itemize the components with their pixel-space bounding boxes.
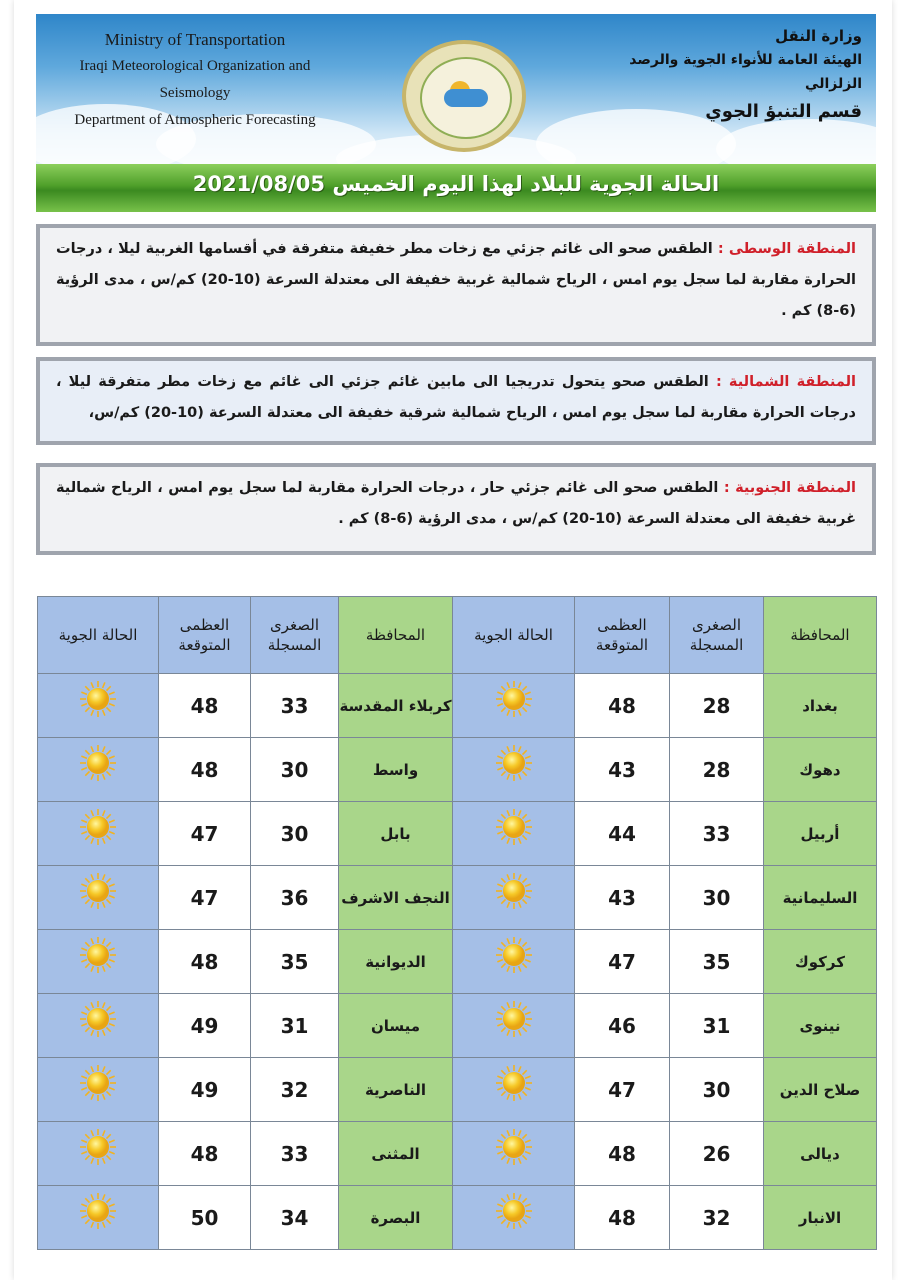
sun-icon [78,743,118,783]
max-temp-cell: 44 [575,802,670,866]
table-row [38,1058,877,1122]
table-row [38,994,877,1058]
weather-cell [38,930,159,994]
sun-icon [78,871,118,911]
max-temp-cell: 47 [159,866,251,930]
province-cell: السليمانية [764,866,877,930]
title-bar [36,164,876,212]
sun-icon [78,679,118,719]
max-temp-cell: 48 [159,674,251,738]
sun-icon [494,1127,534,1167]
province-cell: واسط [339,738,453,802]
weather-cell [453,866,575,930]
weather-cell [453,930,575,994]
province-cell: كركوك [764,930,877,994]
max-temp-cell: 47 [159,802,251,866]
sun-icon [494,807,534,847]
sun-icon [494,743,534,783]
province-cell: دهوك [764,738,877,802]
table-row [38,1122,877,1186]
sun-icon [78,807,118,847]
header-banner [36,14,876,164]
organization-logo [402,40,526,152]
table-row [38,866,877,930]
max-temp-cell: 48 [575,1122,670,1186]
department-name-ar: قسم التنبؤ الجوي [705,101,862,122]
region-name: المنطقة الشمالية : [715,374,856,390]
sun-icon [494,1063,534,1103]
province-cell: الناصرية [339,1058,453,1122]
organization-name-ar: الهيئة العامة للأنواء الجوية والرصد الزلزالي [629,52,862,92]
province-cell: بابل [339,802,453,866]
weather-cell [38,1058,159,1122]
sun-icon [494,935,534,975]
province-cell: بغداد [764,674,877,738]
min-temp-cell: 28 [670,674,764,738]
weather-cell [453,674,575,738]
table-row [38,802,877,866]
sun-icon [494,679,534,719]
english-header [50,26,340,134]
max-temp-cell: 43 [575,738,670,802]
sun-icon [78,1191,118,1231]
min-temp-cell: 28 [670,738,764,802]
min-temp-cell: 26 [670,1122,764,1186]
sun-icon [78,1127,118,1167]
region-central [36,224,876,346]
max-temp-cell: 48 [575,674,670,738]
province-cell: الديوانية [339,930,453,994]
min-temp-cell: 32 [251,1058,339,1122]
logo-cloud-icon [444,89,488,107]
max-temp-cell: 46 [575,994,670,1058]
table-row [38,930,877,994]
min-temp-cell: 31 [670,994,764,1058]
weather-cell [38,802,159,866]
sun-icon [78,935,118,975]
table-row [38,674,877,738]
min-temp-cell: 36 [251,866,339,930]
ministry-name-ar: وزارة النقل [775,27,862,45]
max-temp-cell: 49 [159,994,251,1058]
sun-icon [494,871,534,911]
weather-cell [453,994,575,1058]
max-temp-cell: 48 [159,930,251,994]
organization-name-en: Iraqi Meteorological Organization and Seismology [79,58,311,101]
weather-cell [453,738,575,802]
table-row [38,738,877,802]
sun-icon [494,1191,534,1231]
max-temp-cell: 49 [159,1058,251,1122]
province-cell: الانبار [764,1186,877,1250]
region-forecast: الطقس صحو الى غائم جزئي مع زخات مطر خفيفة متفرقة في أقسامها الغربية ليلا ، درجات الحرارة مقاربة لما سجل يوم امس ، الرياح شمالية غربية خفيفة الى معتدلة السرعة (10-20) كم/س ، مدى الرؤية (6-8) كم . [56,241,856,319]
region-south [36,463,876,555]
region-name: المنطقة الجنوبية : [723,480,856,496]
page-title: الحالة الجوية للبلاد لهذا اليوم الخميس 2021/08/05 [192,172,720,196]
max-temp-cell: 47 [575,930,670,994]
max-temp-cell: 48 [159,738,251,802]
province-cell: أربيل [764,802,877,866]
sun-icon [78,1063,118,1103]
min-temp-cell: 35 [251,930,339,994]
province-cell: كربلاء المقدسة [339,674,453,738]
province-cell: النجف الاشرف [339,866,453,930]
weather-cell [38,1122,159,1186]
weather-cell [453,802,575,866]
province-cell: المثنى [339,1122,453,1186]
region-forecast: الطقس صحو الى غائم جزئي حار ، درجات الحرارة مقاربة لما سجل يوم امس ، الرياح شمالية غربية خفيفة الى معتدلة السرعة (10-20) كم/س ، مدى الرؤية (6-8) كم . [56,480,856,527]
table-body [38,674,877,1250]
weather-cell [453,1186,575,1250]
province-cell: ميسان [339,994,453,1058]
min-temp-cell: 33 [251,1122,339,1186]
weather-cell [38,1186,159,1250]
min-temp-cell: 34 [251,1186,339,1250]
sun-icon [78,999,118,1039]
max-temp-cell: 48 [159,1122,251,1186]
min-temp-cell: 30 [670,866,764,930]
province-cell: صلاح الدين [764,1058,877,1122]
max-temp-cell: 47 [575,1058,670,1122]
logo-emblem [420,57,512,139]
header-province: المحافظة [339,597,453,674]
region-north [36,357,876,445]
max-temp-cell: 48 [575,1186,670,1250]
weather-cell [38,994,159,1058]
header-province: المحافظة [764,597,877,674]
table-row [38,1186,877,1250]
min-temp-cell: 30 [251,802,339,866]
province-cell: نينوى [764,994,877,1058]
province-cell: ديالى [764,1122,877,1186]
min-temp-cell: 35 [670,930,764,994]
min-temp-cell: 30 [251,738,339,802]
header-max: العظمى المتوقعة [159,597,251,674]
header-weather: الحالة الجوية [453,597,575,674]
weather-cell [38,674,159,738]
weather-cell [453,1058,575,1122]
forecast-table [37,596,877,1250]
header-weather: الحالة الجوية [38,597,159,674]
max-temp-cell: 43 [575,866,670,930]
weather-cell [38,866,159,930]
min-temp-cell: 30 [670,1058,764,1122]
province-cell: البصرة [339,1186,453,1250]
max-temp-cell: 50 [159,1186,251,1250]
ministry-name-en: Ministry of Transportation [104,30,286,49]
min-temp-cell: 32 [670,1186,764,1250]
min-temp-cell: 33 [251,674,339,738]
sun-icon [494,999,534,1039]
region-forecast: الطقس صحو يتحول تدريجيا الى مابين غائم جزئي الى غائم مع زخات مطر متفرقة ليلا ، درجات الحرارة مقاربة لما سجل يوم امس ، الرياح شمالية شرقية خفيفة الى معتدلة السرعة (10-20) كم/س، [56,374,856,421]
header-min: الصغرى المسجلة [670,597,764,674]
min-temp-cell: 33 [670,802,764,866]
arabic-header [602,24,862,128]
department-name-en: Department of Atmospheric Forecasting [74,112,316,128]
table-header-row [38,597,877,674]
header-min: الصغرى المسجلة [251,597,339,674]
header-max: العظمى المتوقعة [575,597,670,674]
weather-cell [453,1122,575,1186]
weather-cell [38,738,159,802]
region-name: المنطقة الوسطى : [717,241,856,257]
min-temp-cell: 31 [251,994,339,1058]
